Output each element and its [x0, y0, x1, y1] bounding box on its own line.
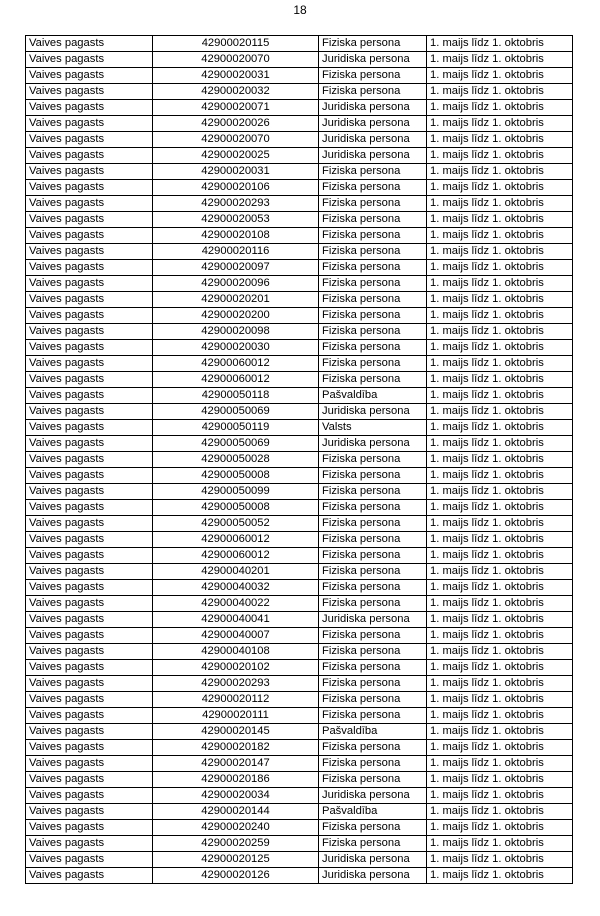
parish-cell: Vaives pagasts	[26, 52, 153, 68]
parish-cell: Vaives pagasts	[26, 180, 153, 196]
period-cell: 1. maijs līdz 1. oktobris	[427, 820, 573, 836]
table-row	[26, 100, 573, 116]
parish-cell: Vaives pagasts	[26, 228, 153, 244]
owner-type-cell: Pašvaldība	[319, 724, 427, 740]
owner-type-cell: Pašvaldība	[319, 388, 427, 404]
owner-type-cell: Juridiska persona	[319, 788, 427, 804]
parish-cell: Vaives pagasts	[26, 212, 153, 228]
table-row	[26, 372, 573, 388]
cadastral-number-cell: 42900060012	[153, 548, 319, 564]
period-cell: 1. maijs līdz 1. oktobris	[427, 372, 573, 388]
owner-type-cell: Fiziska persona	[319, 644, 427, 660]
cadastral-number-cell: 42900050119	[153, 420, 319, 436]
table-row	[26, 164, 573, 180]
table-row	[26, 852, 573, 868]
cadastral-number-cell: 42900020115	[153, 36, 319, 52]
period-cell: 1. maijs līdz 1. oktobris	[427, 788, 573, 804]
table-row	[26, 436, 573, 452]
parish-cell: Vaives pagasts	[26, 276, 153, 292]
cadastral-number-cell: 42900020240	[153, 820, 319, 836]
owner-type-cell: Fiziska persona	[319, 468, 427, 484]
parish-cell: Vaives pagasts	[26, 788, 153, 804]
parish-cell: Vaives pagasts	[26, 516, 153, 532]
period-cell: 1. maijs līdz 1. oktobris	[427, 116, 573, 132]
owner-type-cell: Juridiska persona	[319, 116, 427, 132]
table-row	[26, 260, 573, 276]
period-cell: 1. maijs līdz 1. oktobris	[427, 484, 573, 500]
period-cell: 1. maijs līdz 1. oktobris	[427, 724, 573, 740]
cadastral-number-cell: 42900020147	[153, 756, 319, 772]
table-row	[26, 404, 573, 420]
cadastral-number-cell: 42900040041	[153, 612, 319, 628]
period-cell: 1. maijs līdz 1. oktobris	[427, 100, 573, 116]
parish-cell: Vaives pagasts	[26, 452, 153, 468]
cadastral-number-cell: 42900020293	[153, 676, 319, 692]
owner-type-cell: Juridiska persona	[319, 52, 427, 68]
parish-cell: Vaives pagasts	[26, 564, 153, 580]
owner-type-cell: Juridiska persona	[319, 404, 427, 420]
cadastral-number-cell: 42900020145	[153, 724, 319, 740]
parish-cell: Vaives pagasts	[26, 372, 153, 388]
cadastral-number-cell: 42900020070	[153, 52, 319, 68]
period-cell: 1. maijs līdz 1. oktobris	[427, 756, 573, 772]
owner-type-cell: Juridiska persona	[319, 436, 427, 452]
cadastral-number-cell: 42900050028	[153, 452, 319, 468]
owner-type-cell: Juridiska persona	[319, 132, 427, 148]
parish-cell: Vaives pagasts	[26, 244, 153, 260]
cadastral-number-cell: 42900050052	[153, 516, 319, 532]
parish-cell: Vaives pagasts	[26, 868, 153, 884]
period-cell: 1. maijs līdz 1. oktobris	[427, 84, 573, 100]
parish-cell: Vaives pagasts	[26, 132, 153, 148]
table-row	[26, 340, 573, 356]
owner-type-cell: Fiziska persona	[319, 628, 427, 644]
parish-cell: Vaives pagasts	[26, 36, 153, 52]
cadastral-number-cell: 42900020070	[153, 132, 319, 148]
period-cell: 1. maijs līdz 1. oktobris	[427, 660, 573, 676]
owner-type-cell: Fiziska persona	[319, 452, 427, 468]
cadastral-number-cell: 42900020186	[153, 772, 319, 788]
parish-cell: Vaives pagasts	[26, 68, 153, 84]
period-cell: 1. maijs līdz 1. oktobris	[427, 500, 573, 516]
period-cell: 1. maijs līdz 1. oktobris	[427, 420, 573, 436]
owner-type-cell: Fiziska persona	[319, 260, 427, 276]
period-cell: 1. maijs līdz 1. oktobris	[427, 708, 573, 724]
owner-type-cell: Fiziska persona	[319, 564, 427, 580]
period-cell: 1. maijs līdz 1. oktobris	[427, 388, 573, 404]
cadastral-number-cell: 42900020031	[153, 164, 319, 180]
table-row	[26, 308, 573, 324]
cadastral-number-cell: 42900020097	[153, 260, 319, 276]
parish-cell: Vaives pagasts	[26, 660, 153, 676]
period-cell: 1. maijs līdz 1. oktobris	[427, 228, 573, 244]
cadastral-number-cell: 42900040108	[153, 644, 319, 660]
table-row	[26, 820, 573, 836]
owner-type-cell: Fiziska persona	[319, 676, 427, 692]
cadastral-number-cell: 42900050099	[153, 484, 319, 500]
parish-cell: Vaives pagasts	[26, 116, 153, 132]
cadastral-number-cell: 42900020098	[153, 324, 319, 340]
parish-cell: Vaives pagasts	[26, 628, 153, 644]
cadastral-number-cell: 42900020096	[153, 276, 319, 292]
owner-type-cell: Fiziska persona	[319, 500, 427, 516]
table-row	[26, 676, 573, 692]
owner-type-cell: Juridiska persona	[319, 612, 427, 628]
period-cell: 1. maijs līdz 1. oktobris	[427, 580, 573, 596]
owner-type-cell: Juridiska persona	[319, 852, 427, 868]
table-row	[26, 292, 573, 308]
owner-type-cell: Fiziska persona	[319, 68, 427, 84]
cadastral-number-cell: 42900020111	[153, 708, 319, 724]
period-cell: 1. maijs līdz 1. oktobris	[427, 244, 573, 260]
table-row	[26, 244, 573, 260]
period-cell: 1. maijs līdz 1. oktobris	[427, 628, 573, 644]
period-cell: 1. maijs līdz 1. oktobris	[427, 452, 573, 468]
table-row	[26, 692, 573, 708]
owner-type-cell: Fiziska persona	[319, 820, 427, 836]
table-row	[26, 804, 573, 820]
owner-type-cell: Fiziska persona	[319, 740, 427, 756]
cadastral-number-cell: 42900060012	[153, 532, 319, 548]
table-row	[26, 228, 573, 244]
page-number: 18	[293, 3, 307, 17]
parish-cell: Vaives pagasts	[26, 436, 153, 452]
owner-type-cell: Fiziska persona	[319, 308, 427, 324]
cadastral-number-cell: 42900050118	[153, 388, 319, 404]
owner-type-cell: Fiziska persona	[319, 196, 427, 212]
period-cell: 1. maijs līdz 1. oktobris	[427, 596, 573, 612]
cadastral-number-cell: 42900020030	[153, 340, 319, 356]
table-row	[26, 596, 573, 612]
cadastral-number-cell: 42900020106	[153, 180, 319, 196]
period-cell: 1. maijs līdz 1. oktobris	[427, 852, 573, 868]
owner-type-cell: Fiziska persona	[319, 180, 427, 196]
table-row	[26, 196, 573, 212]
cadastral-number-cell: 42900040007	[153, 628, 319, 644]
cadastral-number-cell: 42900020144	[153, 804, 319, 820]
parish-cell: Vaives pagasts	[26, 260, 153, 276]
table-row	[26, 516, 573, 532]
parish-cell: Vaives pagasts	[26, 164, 153, 180]
cadastral-number-cell: 42900060012	[153, 356, 319, 372]
table-row	[26, 212, 573, 228]
cadastral-number-cell: 42900020108	[153, 228, 319, 244]
parish-cell: Vaives pagasts	[26, 580, 153, 596]
cadastral-number-cell: 42900020116	[153, 244, 319, 260]
parish-cell: Vaives pagasts	[26, 708, 153, 724]
owner-type-cell: Fiziska persona	[319, 228, 427, 244]
owner-type-cell: Fiziska persona	[319, 356, 427, 372]
period-cell: 1. maijs līdz 1. oktobris	[427, 356, 573, 372]
owner-type-cell: Fiziska persona	[319, 708, 427, 724]
cadastral-number-cell: 42900020201	[153, 292, 319, 308]
owner-type-cell: Fiziska persona	[319, 596, 427, 612]
owner-type-cell: Fiziska persona	[319, 548, 427, 564]
table-row	[26, 468, 573, 484]
owner-type-cell: Fiziska persona	[319, 692, 427, 708]
parish-cell: Vaives pagasts	[26, 500, 153, 516]
table-row	[26, 612, 573, 628]
cadastral-number-cell: 42900020034	[153, 788, 319, 804]
period-cell: 1. maijs līdz 1. oktobris	[427, 180, 573, 196]
parish-cell: Vaives pagasts	[26, 100, 153, 116]
owner-type-cell: Pašvaldība	[319, 804, 427, 820]
owner-type-cell: Juridiska persona	[319, 100, 427, 116]
table-row	[26, 772, 573, 788]
table-row	[26, 388, 573, 404]
cadastral-number-cell: 42900040022	[153, 596, 319, 612]
owner-type-cell: Fiziska persona	[319, 164, 427, 180]
owner-type-cell: Fiziska persona	[319, 36, 427, 52]
table-row	[26, 116, 573, 132]
owner-type-cell: Fiziska persona	[319, 212, 427, 228]
cadastral-number-cell: 42900050069	[153, 404, 319, 420]
table-row	[26, 148, 573, 164]
parish-cell: Vaives pagasts	[26, 308, 153, 324]
owner-type-cell: Fiziska persona	[319, 340, 427, 356]
table-row	[26, 724, 573, 740]
cadastral-number-cell: 42900050008	[153, 468, 319, 484]
table-row	[26, 644, 573, 660]
parish-cell: Vaives pagasts	[26, 148, 153, 164]
table-row	[26, 660, 573, 676]
cadastral-number-cell: 42900020026	[153, 116, 319, 132]
table-row	[26, 276, 573, 292]
parish-cell: Vaives pagasts	[26, 612, 153, 628]
table-row	[26, 580, 573, 596]
parish-cell: Vaives pagasts	[26, 340, 153, 356]
period-cell: 1. maijs līdz 1. oktobris	[427, 340, 573, 356]
period-cell: 1. maijs līdz 1. oktobris	[427, 52, 573, 68]
cadastral-number-cell: 42900060012	[153, 372, 319, 388]
parish-cell: Vaives pagasts	[26, 676, 153, 692]
period-cell: 1. maijs līdz 1. oktobris	[427, 196, 573, 212]
cadastral-number-cell: 42900020182	[153, 740, 319, 756]
parish-cell: Vaives pagasts	[26, 852, 153, 868]
parish-cell: Vaives pagasts	[26, 692, 153, 708]
period-cell: 1. maijs līdz 1. oktobris	[427, 804, 573, 820]
table-row	[26, 788, 573, 804]
cadastral-number-cell: 42900050069	[153, 436, 319, 452]
parish-cell: Vaives pagasts	[26, 324, 153, 340]
table-row	[26, 36, 573, 52]
parish-cell: Vaives pagasts	[26, 804, 153, 820]
owner-type-cell: Fiziska persona	[319, 292, 427, 308]
cadastral-number-cell: 42900020102	[153, 660, 319, 676]
parish-cell: Vaives pagasts	[26, 740, 153, 756]
parish-cell: Vaives pagasts	[26, 836, 153, 852]
cadastral-number-cell: 42900020125	[153, 852, 319, 868]
parish-cell: Vaives pagasts	[26, 356, 153, 372]
table-row	[26, 548, 573, 564]
period-cell: 1. maijs līdz 1. oktobris	[427, 292, 573, 308]
period-cell: 1. maijs līdz 1. oktobris	[427, 644, 573, 660]
owner-type-cell: Juridiska persona	[319, 148, 427, 164]
owner-type-cell: Fiziska persona	[319, 772, 427, 788]
table-row	[26, 708, 573, 724]
parish-cell: Vaives pagasts	[26, 644, 153, 660]
parish-cell: Vaives pagasts	[26, 84, 153, 100]
table-row	[26, 836, 573, 852]
owner-type-cell: Fiziska persona	[319, 660, 427, 676]
table-row	[26, 84, 573, 100]
period-cell: 1. maijs līdz 1. oktobris	[427, 548, 573, 564]
parish-cell: Vaives pagasts	[26, 756, 153, 772]
parish-cell: Vaives pagasts	[26, 484, 153, 500]
table-row	[26, 356, 573, 372]
owner-type-cell: Fiziska persona	[319, 836, 427, 852]
period-cell: 1. maijs līdz 1. oktobris	[427, 148, 573, 164]
cadastral-number-cell: 42900040032	[153, 580, 319, 596]
parish-cell: Vaives pagasts	[26, 388, 153, 404]
period-cell: 1. maijs līdz 1. oktobris	[427, 436, 573, 452]
owner-type-cell: Fiziska persona	[319, 756, 427, 772]
cadastral-number-cell: 42900040201	[153, 564, 319, 580]
owner-type-cell: Fiziska persona	[319, 372, 427, 388]
period-cell: 1. maijs līdz 1. oktobris	[427, 468, 573, 484]
parish-cell: Vaives pagasts	[26, 548, 153, 564]
period-cell: 1. maijs līdz 1. oktobris	[427, 164, 573, 180]
cadastral-number-cell: 42900020200	[153, 308, 319, 324]
cadastral-number-cell: 42900020259	[153, 836, 319, 852]
period-cell: 1. maijs līdz 1. oktobris	[427, 516, 573, 532]
period-cell: 1. maijs līdz 1. oktobris	[427, 68, 573, 84]
table-body	[26, 36, 573, 884]
table-row	[26, 132, 573, 148]
cadastral-number-cell: 42900020112	[153, 692, 319, 708]
period-cell: 1. maijs līdz 1. oktobris	[427, 324, 573, 340]
period-cell: 1. maijs līdz 1. oktobris	[427, 868, 573, 884]
parish-cell: Vaives pagasts	[26, 404, 153, 420]
cadastral-number-cell: 42900020032	[153, 84, 319, 100]
period-cell: 1. maijs līdz 1. oktobris	[427, 132, 573, 148]
table-row	[26, 68, 573, 84]
owner-type-cell: Fiziska persona	[319, 84, 427, 100]
table-row	[26, 740, 573, 756]
period-cell: 1. maijs līdz 1. oktobris	[427, 612, 573, 628]
parish-cell: Vaives pagasts	[26, 724, 153, 740]
table-row	[26, 52, 573, 68]
parish-cell: Vaives pagasts	[26, 420, 153, 436]
cadastral-number-cell: 42900020293	[153, 196, 319, 212]
table-row	[26, 180, 573, 196]
table-row	[26, 868, 573, 884]
table-row	[26, 324, 573, 340]
period-cell: 1. maijs līdz 1. oktobris	[427, 564, 573, 580]
parcel-table	[25, 35, 573, 884]
cadastral-number-cell: 42900020031	[153, 68, 319, 84]
period-cell: 1. maijs līdz 1. oktobris	[427, 692, 573, 708]
period-cell: 1. maijs līdz 1. oktobris	[427, 772, 573, 788]
period-cell: 1. maijs līdz 1. oktobris	[427, 740, 573, 756]
owner-type-cell: Fiziska persona	[319, 516, 427, 532]
owner-type-cell: Fiziska persona	[319, 276, 427, 292]
table-row	[26, 628, 573, 644]
period-cell: 1. maijs līdz 1. oktobris	[427, 532, 573, 548]
table-row	[26, 420, 573, 436]
period-cell: 1. maijs līdz 1. oktobris	[427, 308, 573, 324]
table-row	[26, 756, 573, 772]
parish-cell: Vaives pagasts	[26, 772, 153, 788]
period-cell: 1. maijs līdz 1. oktobris	[427, 276, 573, 292]
owner-type-cell: Fiziska persona	[319, 580, 427, 596]
cadastral-number-cell: 42900050008	[153, 500, 319, 516]
parish-cell: Vaives pagasts	[26, 292, 153, 308]
period-cell: 1. maijs līdz 1. oktobris	[427, 404, 573, 420]
period-cell: 1. maijs līdz 1. oktobris	[427, 36, 573, 52]
owner-type-cell: Valsts	[319, 420, 427, 436]
table-row	[26, 532, 573, 548]
parish-cell: Vaives pagasts	[26, 468, 153, 484]
table-row	[26, 500, 573, 516]
period-cell: 1. maijs līdz 1. oktobris	[427, 676, 573, 692]
owner-type-cell: Fiziska persona	[319, 484, 427, 500]
table-row	[26, 452, 573, 468]
parish-cell: Vaives pagasts	[26, 196, 153, 212]
parish-cell: Vaives pagasts	[26, 596, 153, 612]
table-row	[26, 564, 573, 580]
owner-type-cell: Fiziska persona	[319, 532, 427, 548]
table-row	[26, 484, 573, 500]
cadastral-number-cell: 42900020053	[153, 212, 319, 228]
owner-type-cell: Fiziska persona	[319, 324, 427, 340]
parish-cell: Vaives pagasts	[26, 820, 153, 836]
owner-type-cell: Fiziska persona	[319, 244, 427, 260]
cadastral-number-cell: 42900020071	[153, 100, 319, 116]
cadastral-number-cell: 42900020126	[153, 868, 319, 884]
owner-type-cell: Juridiska persona	[319, 868, 427, 884]
parish-cell: Vaives pagasts	[26, 532, 153, 548]
period-cell: 1. maijs līdz 1. oktobris	[427, 836, 573, 852]
period-cell: 1. maijs līdz 1. oktobris	[427, 212, 573, 228]
cadastral-number-cell: 42900020025	[153, 148, 319, 164]
period-cell: 1. maijs līdz 1. oktobris	[427, 260, 573, 276]
